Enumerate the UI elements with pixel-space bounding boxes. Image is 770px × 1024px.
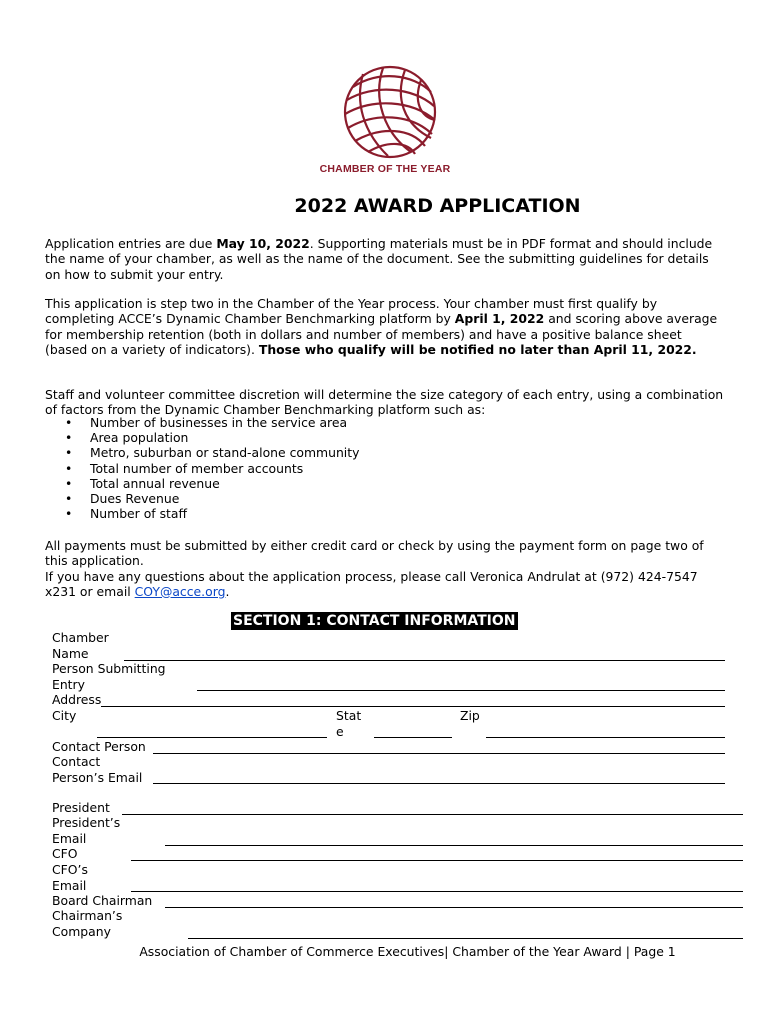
payment-paragraph bbox=[45, 538, 725, 599]
paragraph-text: All payments must be submitted by either credit card or check by using the payment form on page two of this application. bbox=[45, 538, 704, 569]
chamber-name-label: Chamber Name bbox=[52, 630, 109, 661]
state-field[interactable] bbox=[374, 737, 452, 738]
cfo-email-label: CFO’s Email bbox=[52, 862, 88, 893]
list-item: • Number of businesses in the service area bbox=[45, 415, 359, 430]
size-category-paragraph: Staff and volunteer committee discretion will determine the size category of each entry, using a combination of factors from the Dynamic Chamber Benchmarking platform such as: bbox=[45, 387, 724, 418]
paragraph-text: . Supporting materials must be in PDF format and should include the name of your chamber, as well as the name of the document. See the submitting guidelines for details on how to submit your entry. bbox=[45, 236, 713, 282]
address-label: Address bbox=[52, 692, 102, 707]
chamber-name-field[interactable] bbox=[124, 660, 725, 661]
qualification-paragraph bbox=[45, 296, 725, 357]
criteria-list bbox=[45, 415, 359, 521]
list-item: • Dues Revenue bbox=[45, 491, 359, 506]
chairman-company-field[interactable] bbox=[188, 938, 743, 939]
person-submitting-field[interactable] bbox=[197, 690, 725, 691]
cfo-field[interactable] bbox=[131, 860, 743, 861]
paragraph-text: This application is step two in the Chamber of the Year process. Your chamber must first qualify by completing ACCE’s Dynamic Chamber Benchmarking platform by bbox=[45, 296, 658, 327]
address-field[interactable] bbox=[101, 706, 725, 707]
paragraph-text: If you have any questions about the application process, please call Veronica Andrulat at (972) 424-7547 x231 or email bbox=[45, 568, 698, 599]
contact-email-field[interactable] bbox=[153, 783, 725, 784]
chairman-company-label: Chairman’s Company bbox=[52, 908, 123, 939]
section-heading: SECTION 1: CONTACT INFORMATION bbox=[233, 613, 516, 629]
cfo-label: CFO bbox=[52, 846, 78, 861]
president-email-label: President’s Email bbox=[52, 815, 121, 846]
paragraph-text: . bbox=[225, 583, 230, 599]
state-label: Stat e bbox=[336, 708, 362, 739]
list-item: • Total annual revenue bbox=[45, 476, 359, 491]
zip-label: Zip bbox=[460, 708, 480, 723]
logo-caption: CHAMBER OF THE YEAR bbox=[319, 163, 451, 175]
president-email-field[interactable] bbox=[165, 845, 743, 846]
paragraph-text: and scoring above average for membership retention (both in dollars and number of members) and have a positive balance sheet (based on a variety of indicators). bbox=[45, 311, 718, 357]
list-item: • Area population bbox=[45, 430, 359, 445]
page-title: 2022 AWARD APPLICATION bbox=[294, 195, 581, 217]
email-link[interactable]: COY@acce.org bbox=[134, 583, 226, 599]
paragraph-text: Application entries are due bbox=[45, 236, 217, 251]
person-submitting-label: Person Submitting Entry bbox=[52, 661, 166, 692]
zip-field[interactable] bbox=[486, 737, 725, 738]
contact-email-label: Contact Person’s Email bbox=[52, 754, 143, 785]
president-label: President bbox=[52, 800, 110, 815]
due-date-paragraph bbox=[45, 236, 725, 282]
president-field[interactable] bbox=[122, 814, 743, 815]
cfo-email-field[interactable] bbox=[131, 891, 743, 892]
list-item: • Number of staff bbox=[45, 506, 359, 521]
contact-person-field[interactable] bbox=[153, 753, 725, 754]
list-item: • Total number of member accounts bbox=[45, 461, 359, 476]
list-item: • Metro, suburban or stand-alone community bbox=[45, 445, 359, 460]
page-footer: Association of Chamber of Commerce Executives| Chamber of the Year Award | Page 1 bbox=[139, 944, 676, 959]
board-chairman-field[interactable] bbox=[165, 907, 743, 908]
city-label: City bbox=[52, 708, 77, 723]
contact-person-label: Contact Person bbox=[52, 739, 146, 754]
benchmark-deadline: April 1, 2022 bbox=[454, 311, 545, 327]
city-field[interactable] bbox=[97, 737, 327, 738]
board-chairman-label: Board Chairman bbox=[52, 893, 153, 908]
notification-date: Those who qualify will be notified no later than April 11, 2022. bbox=[258, 341, 697, 357]
due-date: May 10, 2022 bbox=[216, 236, 310, 251]
